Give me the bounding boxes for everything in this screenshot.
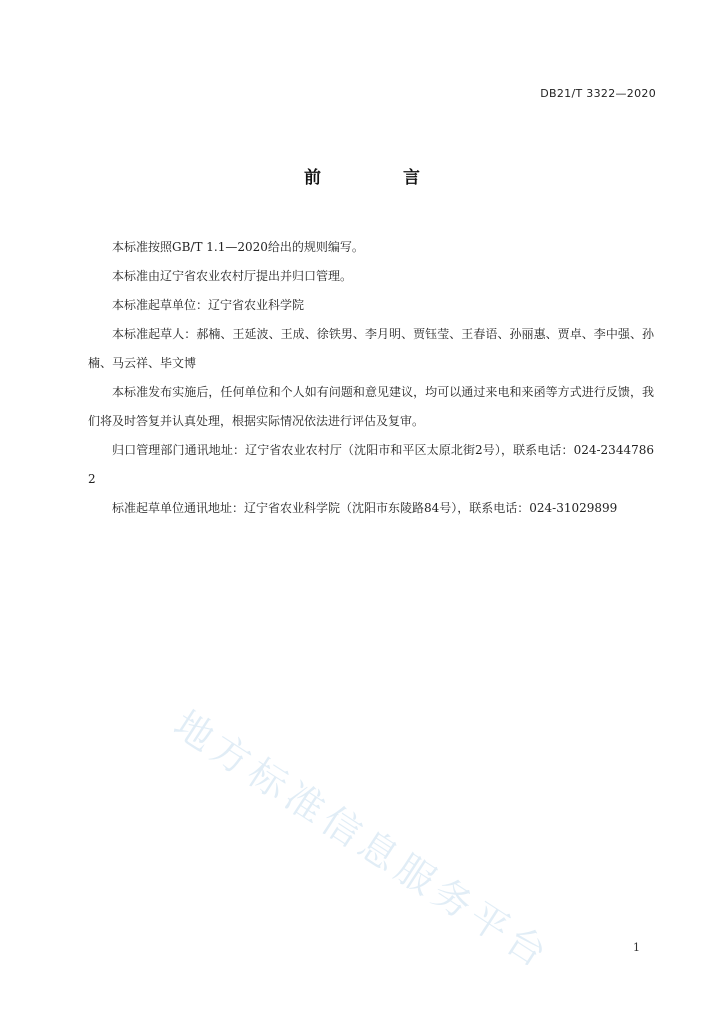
paragraph-drafters: 本标准起草人：郝楠、王延波、王成、徐铁男、李月明、贾钰莹、王春语、孙丽惠、贾卓、李中强、孙楠、马云祥、毕文博 <box>88 327 654 370</box>
paragraph-feedback: 本标准发布实施后，任何单位和个人如有问题和意见建议，均可以通过来电和来函等方式进行反馈，我们将及时答复并认真处理，根据实际情况依法进行评估及复审。 <box>88 385 654 428</box>
paragraph-admin-address: 归口管理部门通讯地址：辽宁省农业农村厅（沈阳市和平区太原北街2号），联系电话：024-23447862 <box>88 443 654 486</box>
paragraph-drafting-unit: 本标准起草单位：辽宁省农业科学院 <box>112 298 305 312</box>
watermark: 地方标准信息服务平台 <box>166 701 560 979</box>
document-body <box>88 233 654 523</box>
document-code: DB21/T 3322—2020 <box>540 87 656 100</box>
paragraph-drafting-rules: 本标准按照GB/T 1.1—2020给出的规则编写。 <box>112 240 364 254</box>
page-title: 前 言 <box>304 168 458 188</box>
paragraph-proposer: 本标准由辽宁省农业农村厅提出并归口管理。 <box>112 269 353 283</box>
paragraph-drafter-address: 标准起草单位通讯地址：辽宁省农业科学院（沈阳市东陵路84号），联系电话：024-31029899 <box>112 501 618 515</box>
page-number: 1 <box>633 941 640 954</box>
